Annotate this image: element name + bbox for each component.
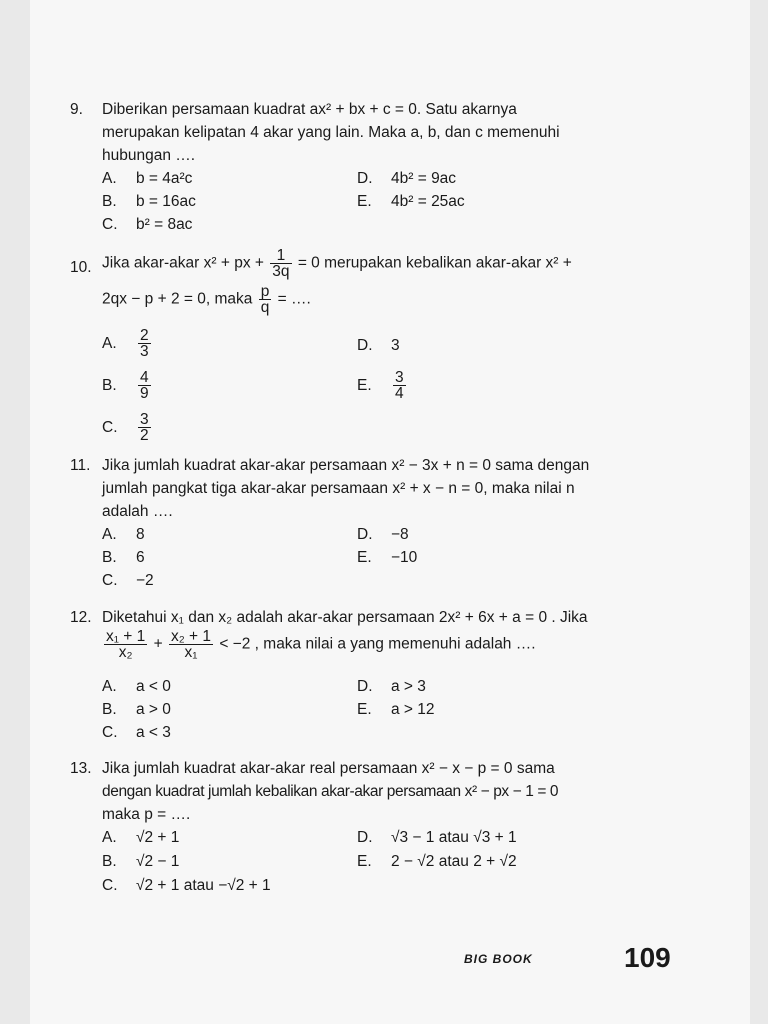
option-e bbox=[357, 546, 417, 569]
option-a bbox=[102, 523, 145, 546]
option-d bbox=[357, 523, 409, 546]
question-11 bbox=[70, 454, 642, 589]
fraction bbox=[138, 412, 151, 443]
option-text: −2 bbox=[136, 572, 154, 589]
stem-line: merupakan kelipatan 4 akar yang lain. Maka a, b, dan c memenuhi bbox=[102, 124, 560, 141]
option-b bbox=[102, 190, 196, 213]
fraction bbox=[259, 284, 272, 315]
denominator: q bbox=[260, 299, 270, 316]
option-d bbox=[357, 167, 456, 190]
option-label: B. bbox=[102, 376, 117, 394]
question-stem bbox=[102, 98, 642, 167]
option-a bbox=[102, 826, 179, 849]
option-text: b² = 8ac bbox=[136, 216, 193, 233]
option-b bbox=[102, 546, 145, 569]
numerator: x₁ + 1 bbox=[106, 628, 146, 645]
option-c bbox=[102, 721, 171, 744]
denominator: 3 bbox=[140, 343, 149, 360]
numerator: 3 bbox=[140, 411, 149, 428]
stem-text: 2qx − p + 2 = 0, maka bbox=[102, 290, 253, 308]
question-12 bbox=[70, 606, 642, 741]
option-text: 2 − √2 atau 2 + √2 bbox=[391, 853, 517, 870]
stem-text: = 0 merupakan kebalikan akar-akar x² + bbox=[297, 254, 572, 272]
option-e bbox=[357, 370, 408, 401]
stem-line: adalah …. bbox=[102, 503, 173, 520]
option-d bbox=[357, 675, 426, 698]
option-text: √2 + 1 atau −√2 + 1 bbox=[136, 877, 271, 894]
option-label: E. bbox=[357, 549, 372, 566]
denominator: x₂ bbox=[118, 644, 133, 661]
numerator: 2 bbox=[140, 327, 149, 344]
option-e bbox=[357, 698, 435, 721]
stem-line: Diberikan persamaan kuadrat ax² + bx + c = 0. Satu akarnya bbox=[102, 101, 517, 118]
stem-line: jumlah pangkat tiga akar-akar persamaan x² + x − n = 0, maka nilai n bbox=[102, 480, 575, 497]
option-b bbox=[102, 370, 153, 401]
denominator: 3q bbox=[272, 263, 290, 280]
stem-line: hubungan …. bbox=[102, 147, 196, 164]
option-label: C. bbox=[102, 724, 118, 741]
stem-line: Diketahui x₁ dan x₂ adalah akar-akar persamaan 2x² + 6x + a = 0 . Jika bbox=[102, 609, 588, 626]
question-number: 9. bbox=[70, 101, 83, 118]
option-label: D. bbox=[357, 829, 373, 846]
question-stem bbox=[102, 757, 642, 826]
denominator: 2 bbox=[140, 427, 149, 444]
question-10 bbox=[70, 247, 642, 444]
denominator: 9 bbox=[140, 385, 149, 402]
option-text: a < 0 bbox=[136, 678, 171, 695]
stem-line: Jika jumlah kuadrat akar-akar real persamaan x² − x − p = 0 sama bbox=[102, 760, 555, 777]
operator: + bbox=[153, 635, 163, 653]
option-label: E. bbox=[357, 193, 372, 210]
numerator: x₂ + 1 bbox=[170, 628, 212, 645]
option-b bbox=[102, 850, 179, 873]
option-label: D. bbox=[357, 526, 373, 543]
option-c bbox=[102, 213, 192, 236]
option-text: a < 3 bbox=[136, 724, 171, 741]
stem-line bbox=[102, 629, 642, 669]
option-label: A. bbox=[102, 678, 117, 695]
option-text: 8 bbox=[136, 526, 145, 543]
stem-line bbox=[102, 284, 642, 324]
option-label: E. bbox=[357, 701, 372, 718]
denominator: 4 bbox=[395, 385, 404, 402]
option-label: B. bbox=[102, 853, 117, 870]
option-text: √3 − 1 atau √3 + 1 bbox=[391, 829, 517, 846]
option-text: 4b² = 25ac bbox=[391, 193, 465, 210]
option-label: B. bbox=[102, 193, 117, 210]
fraction bbox=[138, 328, 151, 359]
page-number: 109 bbox=[624, 942, 671, 973]
option-text: √2 + 1 bbox=[136, 829, 180, 846]
option-a bbox=[102, 167, 192, 190]
question-number: 11. bbox=[70, 457, 91, 474]
option-text: a > 0 bbox=[136, 701, 171, 718]
option-label: B. bbox=[102, 549, 117, 566]
stem-text: < −2 , maka nilai a yang memenuhi adalah …. bbox=[219, 635, 536, 653]
stem-text: = …. bbox=[277, 290, 311, 308]
option-label: B. bbox=[102, 701, 117, 718]
fraction bbox=[138, 370, 151, 401]
question-stem bbox=[102, 454, 642, 523]
option-text: √2 − 1 bbox=[136, 853, 180, 870]
option-label: A. bbox=[102, 170, 117, 187]
fraction bbox=[393, 370, 406, 401]
option-text: −8 bbox=[391, 526, 409, 543]
numerator: 3 bbox=[395, 369, 404, 386]
option-label: D. bbox=[357, 678, 373, 695]
option-c bbox=[102, 874, 271, 897]
option-label: A. bbox=[102, 829, 117, 846]
question-number: 13. bbox=[70, 760, 92, 777]
stem-line: dengan kuadrat jumlah kebalikan akar-akar persamaan x² − px − 1 = 0 bbox=[102, 783, 559, 800]
option-text: a > 3 bbox=[391, 678, 426, 695]
option-e bbox=[357, 850, 517, 873]
fraction bbox=[270, 248, 291, 279]
option-label: D. bbox=[357, 337, 373, 354]
option-label: D. bbox=[357, 170, 373, 187]
denominator: x₁ bbox=[184, 644, 198, 661]
option-text: 4b² = 9ac bbox=[391, 170, 457, 187]
option-a bbox=[102, 328, 153, 359]
option-d bbox=[357, 334, 400, 357]
option-text: −10 bbox=[391, 549, 418, 566]
numerator: 1 bbox=[270, 248, 291, 264]
numerator: p bbox=[260, 283, 270, 300]
book-brand-logo: BIG BOOK bbox=[464, 952, 533, 966]
option-b bbox=[102, 698, 171, 721]
option-c bbox=[102, 412, 153, 443]
numerator: 4 bbox=[140, 369, 149, 386]
option-c bbox=[102, 569, 154, 592]
question-number: 12. bbox=[70, 609, 92, 626]
option-label: A. bbox=[102, 526, 117, 543]
fraction bbox=[169, 629, 213, 660]
option-label: C. bbox=[102, 418, 118, 436]
option-label: C. bbox=[102, 216, 118, 233]
question-13 bbox=[70, 757, 642, 894]
stem-line: maka p = …. bbox=[102, 806, 191, 823]
question-number: 10. bbox=[70, 259, 92, 276]
option-label: A. bbox=[102, 334, 117, 352]
option-text: 3 bbox=[391, 337, 400, 354]
option-label: C. bbox=[102, 877, 118, 894]
fraction bbox=[104, 629, 147, 660]
stem-line bbox=[102, 248, 642, 282]
option-text: b = 4a²c bbox=[136, 170, 193, 187]
option-a bbox=[102, 675, 171, 698]
option-label: C. bbox=[102, 572, 118, 589]
question-9 bbox=[70, 98, 642, 233]
stem-text: Jika akar-akar x² + px + bbox=[102, 254, 264, 272]
option-d bbox=[357, 826, 517, 849]
option-text: a > 12 bbox=[391, 701, 435, 718]
option-text: b = 16ac bbox=[136, 193, 196, 210]
option-e bbox=[357, 190, 465, 213]
stem-line: Jika jumlah kuadrat akar-akar persamaan x² − 3x + n = 0 sama dengan bbox=[102, 457, 590, 474]
option-text: 6 bbox=[136, 549, 145, 566]
option-label: E. bbox=[357, 853, 372, 870]
option-label: E. bbox=[357, 376, 372, 394]
